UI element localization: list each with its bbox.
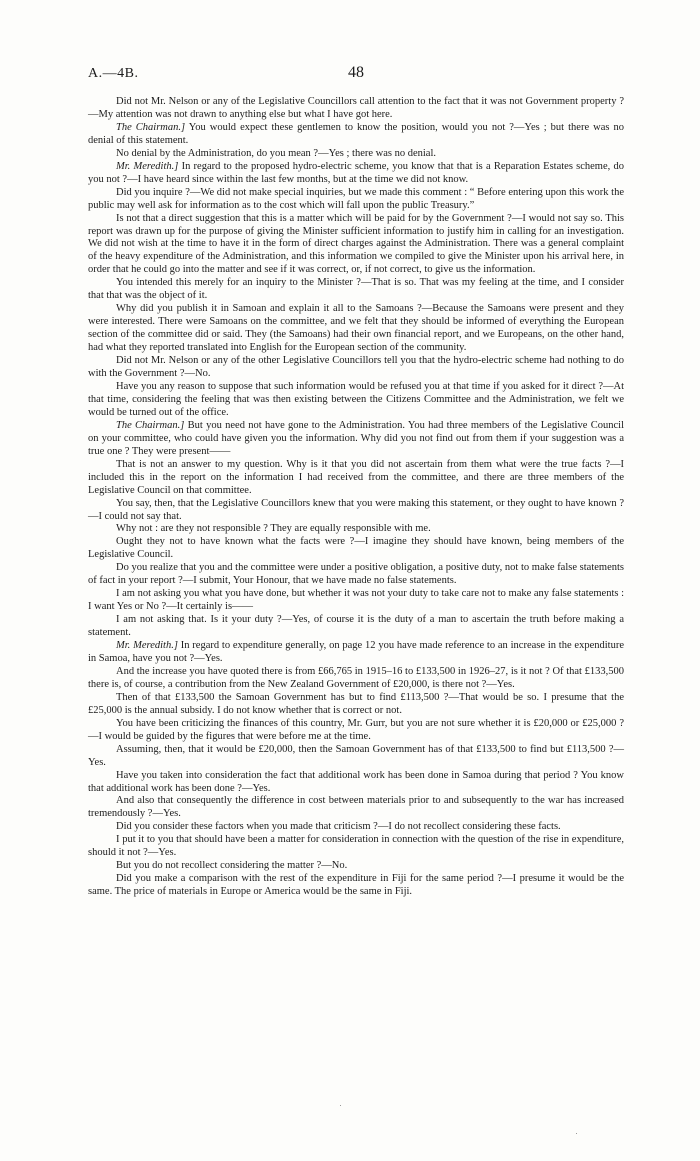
paragraph-text: Did not Mr. Nelson or any of the Legislative Councillors call attention to the fact that it was not Government property ?—My attention was not drawn to anything else but what I have got here. [88, 96, 624, 120]
paragraph-text: And the increase you have quoted there is from £66,765 in 1915–16 to £133,500 in 1926–27, is it not ? Of that £133,500 there is, of course, a contribution from the New Zealand Government of £20,000, is there not ?—Yes. [88, 665, 624, 690]
paragraph [88, 640, 624, 666]
paragraph [88, 873, 624, 899]
page-header [88, 66, 624, 84]
paragraph-text: Did not Mr. Nelson or any of the other Legislative Councillors tell you that the hydro-electric scheme had nothing to do with the Government ?—No. [88, 355, 624, 380]
paragraph [88, 588, 624, 614]
paragraph [88, 355, 624, 381]
paragraph [88, 834, 624, 860]
paragraph [88, 213, 624, 278]
document-reference: A.—4B. [88, 66, 139, 81]
paragraph [88, 795, 624, 821]
paragraph-text: That is not an answer to my question. Why is it that you did not ascertain from them what were the true facts ?—I included this in the report on the information I had received from the committee, and there are three members of the Legislative Council on that committee. [88, 458, 624, 496]
paragraph-text: I put it to you that should have been a matter for consideration in connection with the question of the rise in expenditure, should it not ?—Yes. [88, 834, 624, 859]
paragraph [88, 161, 624, 187]
paragraph-text: Assuming, then, that it would be £20,000, then the Samoan Government has of that £133,500 to find but £113,500 ?—Yes. [88, 743, 624, 768]
speaker-label: Mr. Meredith.] [116, 640, 178, 652]
paragraph [88, 536, 624, 562]
paragraph [88, 420, 624, 459]
paragraph [88, 614, 624, 640]
paragraph [88, 770, 624, 796]
paragraph [88, 122, 624, 148]
paragraph-text: I am not asking that. Is it your duty ?—Yes, of course it is the duty of a man to ascertain the truth before making a statement. [88, 614, 624, 639]
paragraph-text: You would expect these gentlemen to know the position, would you not ?—Yes ; but there was no denial of this statement. [88, 121, 624, 146]
paragraph [88, 381, 624, 420]
paragraph [88, 821, 624, 834]
paragraph [88, 666, 624, 692]
paragraph-text: But you need not have gone to the Administration. You had three members of the Legislative Council on your committee, who could have given you the information. Why did you not find out from them if your suggestion was a true one ? They were present—— [88, 419, 624, 457]
paragraph-text: Did you make a comparison with the rest of the expenditure in Fiji for the same period ?—I presume it would be the same. The price of materials in Europe or America would be the same in Fiji. [88, 873, 624, 898]
paragraph-text: But you do not recollect considering the matter ?—No. [116, 860, 348, 872]
paragraph [88, 692, 624, 718]
scan-speck [340, 1105, 341, 1106]
paragraph-text: Ought they not to have known what the facts were ?—I imagine they should have known, being members of the Legislative Council. [88, 536, 624, 561]
paragraph [88, 459, 624, 498]
paragraph-text: Have you taken into consideration the fact that additional work has been done in Samoa during that period ? You know that additional work has been done ?—Yes. [88, 769, 624, 794]
paragraph-text: Then of that £133,500 the Samoan Government has but to find £113,500 ?—That would be so. I presume that the £25,000 is the annual subsidy. I do not know whether that is correct or not. [88, 691, 624, 716]
paragraph-text: No denial by the Administration, do you mean ?—Yes ; there was no denial. [116, 147, 437, 159]
paragraph [88, 523, 624, 536]
paragraph-text: You have been criticizing the finances of this country, Mr. Gurr, but you are not sure whether it is £20,000 or £25,000 ?—I would be guided by the figures that were before me at the time. [88, 717, 624, 742]
paragraph-text: You intended this merely for an inquiry to the Minister ?—That is so. That was my feeling at the time, and I consider that that was the object of it. [88, 277, 624, 302]
paragraph-text: Have you any reason to suppose that such information would be refused you at that time if you asked for it direct ?—At that time, considering the feeling that was then existing between the Citizens Committee and the Administration, we felt we would be turned out of the office. [88, 380, 624, 418]
paragraph [88, 277, 624, 303]
paragraph-text: Why did you publish it in Samoan and explain it all to the Samoans ?—Because the Samoans were present and they were interested. There were Samoans on the committee, and we felt that they should be informed of everything the European section of the committee did or said. They (the Samoans) had their own financial report, and we Europeans, on the other hand, had what they reported translated into English for the European section of the community. [88, 303, 624, 354]
paragraph [88, 96, 624, 122]
speaker-label: The Chairman.] [116, 419, 185, 431]
paragraph [88, 148, 624, 161]
paragraph-text: Is not that a direct suggestion that this is a matter which will be paid for by the Government ?—I would not say so. This report was drawn up for the purpose of giving the Minister sufficient information to justify him in calling for an investigation. We did not wish at the time to have it in the form of direct charges against the Administration. There was a general complaint of the heavy expenditure of the Administration, and this information we compiled to give the Minister upon his arrival here, in order that he could go into the matter and see if it was correct, or, if not correct, to give us the information. [88, 212, 624, 276]
paragraph-text: Why not : are they not responsible ? They are equally responsible with me. [116, 523, 431, 535]
paragraph-text: In regard to expenditure generally, on page 12 you have made reference to an increase in the expenditure in Samoa, have you not ?—Yes. [88, 640, 624, 664]
paragraph-text: And also that consequently the difference in cost between materials prior to and subsequently to the war has increased tremendously ?—Yes. [88, 795, 624, 820]
paragraph [88, 718, 624, 744]
paragraph [88, 744, 624, 770]
paragraph-text: In regard to the proposed hydro-electric scheme, you know that that is a Reparation Estates scheme, do you not ?—I have heard since within the last few months, but at the time we did not know. [88, 160, 624, 185]
paragraph-text: Do you realize that you and the committee were under a positive obligation, a positive duty, not to make false statements of fact in your report ?—I submit, Your Honour, that we have made no false statements. [88, 562, 624, 587]
paragraph [88, 303, 624, 355]
paragraph-text: I am not asking you what you have done, but whether it was not your duty to take care not to make any false statements : I want Yes or No ?—It certainly is—— [88, 588, 624, 613]
paragraph [88, 562, 624, 588]
paragraph [88, 860, 624, 873]
speaker-label: Mr. Meredith.] [116, 160, 179, 172]
paragraph [88, 187, 624, 213]
document-body [88, 96, 624, 899]
paragraph [88, 498, 624, 524]
paragraph-text: You say, then, that the Legislative Councillors knew that you were making this statement, or they ought to have known ?—I could not say that. [88, 497, 624, 522]
paragraph-text: Did you consider these factors when you made that criticism ?—I do not recollect considering these facts. [116, 821, 561, 833]
page-number: 48 [348, 64, 364, 81]
scan-speck [576, 1133, 577, 1134]
speaker-label: The Chairman.] [116, 121, 186, 133]
paragraph-text: Did you inquire ?—We did not make special inquiries, but we made this comment : “ Before entering upon this work the public may well ask for information as to the cost which will fall upon the public Treasury.” [88, 186, 624, 211]
